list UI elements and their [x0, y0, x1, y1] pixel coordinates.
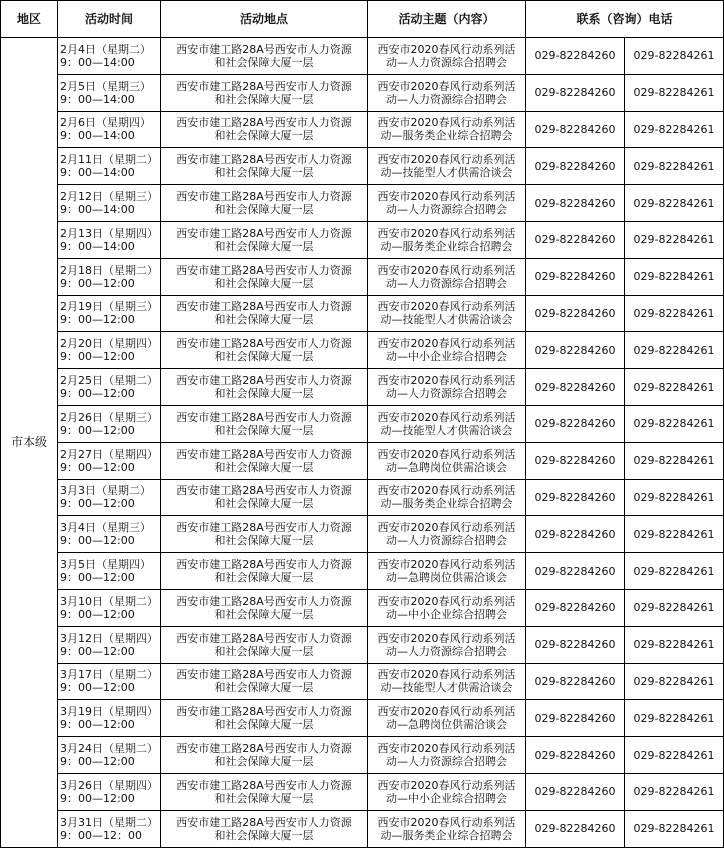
hours-text: 9：00—12：00: [60, 828, 142, 842]
phone-cell-2: 029-82284261: [625, 295, 724, 332]
phone-cell-2: 029-82284261: [625, 332, 724, 369]
date-text: 2月4日（星期二）: [60, 42, 151, 56]
hours-text: 9：00—12:00: [60, 387, 135, 401]
location-line-2: 和社会保障大厦一层: [214, 755, 314, 769]
theme-cell: [368, 369, 526, 406]
table-row: [1, 442, 724, 479]
time-cell: [58, 589, 161, 626]
header-time: 活动时间: [58, 1, 161, 38]
location-cell: [161, 700, 368, 737]
location-line-2: 和社会保障大厦一层: [214, 571, 314, 585]
phone-cell-1: 029-82284260: [526, 369, 625, 406]
time-cell: [58, 700, 161, 737]
date-text: 2月5日（星期三）: [60, 79, 151, 93]
location-cell: [161, 405, 368, 442]
location-line-2: 和社会保障大厦一层: [214, 129, 314, 143]
location-cell: [161, 38, 368, 75]
theme-cell: [368, 185, 526, 222]
hours-text: 9：00—12:00: [60, 313, 135, 327]
hours-text: 9：00—12:00: [60, 571, 135, 585]
time-cell: [58, 663, 161, 700]
theme-cell: [368, 258, 526, 295]
theme-cell: [368, 663, 526, 700]
theme-line-1: 西安市2020春风行动系列活: [377, 521, 516, 535]
table-row: [1, 553, 724, 590]
location-cell: [161, 626, 368, 663]
time-cell: [58, 74, 161, 111]
location-line-2: 和社会保障大厦一层: [214, 460, 314, 474]
theme-line-2: 动—人力资源综合招聘会: [386, 276, 507, 290]
phone-cell-2: 029-82284261: [625, 258, 724, 295]
location-line-2: 和社会保障大厦一层: [214, 350, 314, 364]
location-line-2: 和社会保障大厦一层: [214, 828, 314, 842]
theme-cell: [368, 516, 526, 553]
theme-line-2: 动—技能型人才供需洽谈会: [380, 166, 513, 180]
hours-text: 9：00—14:00: [60, 166, 135, 180]
theme-line-2: 动—服务类企业综合招聘会: [380, 239, 513, 253]
phone-cell-2: 029-82284261: [625, 553, 724, 590]
theme-line-2: 动—技能型人才供需洽谈会: [380, 681, 513, 695]
table-row: [1, 773, 724, 810]
date-text: 3月26日（星期四）: [60, 778, 158, 792]
phone-cell-2: 029-82284261: [625, 369, 724, 406]
theme-line-2: 动—人力资源综合招聘会: [386, 644, 507, 658]
time-cell: [58, 332, 161, 369]
theme-line-1: 西安市2020春风行动系列活: [377, 631, 516, 645]
location-cell: [161, 221, 368, 258]
location-line-1: 西安市建工路28A号西安市人力资源: [176, 815, 352, 829]
theme-line-1: 西安市2020春风行动系列活: [377, 705, 516, 719]
phone-cell-1: 029-82284260: [526, 700, 625, 737]
phone-cell-1: 029-82284260: [526, 221, 625, 258]
date-text: 2月25日（星期二）: [60, 374, 158, 388]
theme-line-1: 西安市2020春风行动系列活: [377, 410, 516, 424]
theme-line-2: 动—中小企业综合招聘会: [386, 791, 507, 805]
hours-text: 9：00—14:00: [60, 129, 135, 143]
location-line-2: 和社会保障大厦一层: [214, 607, 314, 621]
hours-text: 9：00—14:00: [60, 92, 135, 106]
location-line-2: 和社会保障大厦一层: [214, 313, 314, 327]
phone-cell-1: 029-82284260: [526, 332, 625, 369]
hours-text: 9：00—12:00: [60, 276, 135, 290]
table-body: [1, 38, 724, 848]
time-cell: [58, 516, 161, 553]
phone-cell-1: 029-82284260: [526, 553, 625, 590]
theme-line-2: 动—急聘岗位供需洽谈会: [386, 718, 507, 732]
hours-text: 9：00—12:00: [60, 681, 135, 695]
location-cell: [161, 258, 368, 295]
table-row: [1, 700, 724, 737]
time-cell: [58, 185, 161, 222]
location-cell: [161, 148, 368, 185]
theme-cell: [368, 479, 526, 516]
hours-text: 9：00—12:00: [60, 534, 135, 548]
theme-line-1: 西安市2020春风行动系列活: [377, 594, 516, 608]
location-cell: [161, 773, 368, 810]
theme-line-2: 动—服务类企业综合招聘会: [380, 828, 513, 842]
theme-line-1: 西安市2020春风行动系列活: [377, 668, 516, 682]
table-row: [1, 185, 724, 222]
phone-cell-2: 029-82284261: [625, 38, 724, 75]
time-cell: [58, 369, 161, 406]
location-line-1: 西安市建工路28A号西安市人力资源: [176, 705, 352, 719]
location-line-1: 西安市建工路28A号西安市人力资源: [176, 190, 352, 204]
table-row: [1, 663, 724, 700]
theme-line-1: 西安市2020春风行动系列活: [377, 337, 516, 351]
theme-line-2: 动—技能型人才供需洽谈会: [380, 423, 513, 437]
time-cell: [58, 773, 161, 810]
phone-cell-2: 029-82284261: [625, 405, 724, 442]
header-region: 地区: [1, 1, 58, 38]
theme-line-1: 西安市2020春风行动系列活: [377, 742, 516, 756]
phone-cell-2: 029-82284261: [625, 74, 724, 111]
phone-cell-1: 029-82284260: [526, 38, 625, 75]
location-line-2: 和社会保障大厦一层: [214, 791, 314, 805]
theme-line-2: 动—技能型人才供需洽谈会: [380, 313, 513, 327]
table-row: [1, 221, 724, 258]
hours-text: 9：00—12:00: [60, 791, 135, 805]
phone-cell-2: 029-82284261: [625, 185, 724, 222]
location-line-1: 西安市建工路28A号西安市人力资源: [176, 337, 352, 351]
table-row: [1, 111, 724, 148]
location-line-1: 西安市建工路28A号西安市人力资源: [176, 263, 352, 277]
table-row: [1, 74, 724, 111]
table-row: [1, 369, 724, 406]
theme-line-1: 西安市2020春风行动系列活: [377, 484, 516, 498]
theme-line-1: 西安市2020春风行动系列活: [377, 815, 516, 829]
header-location: 活动地点: [161, 1, 368, 38]
phone-cell-2: 029-82284261: [625, 700, 724, 737]
theme-line-1: 西安市2020春风行动系列活: [377, 190, 516, 204]
theme-cell: [368, 221, 526, 258]
time-cell: [58, 221, 161, 258]
date-text: 3月3日（星期二）: [60, 484, 151, 498]
location-cell: [161, 479, 368, 516]
theme-cell: [368, 773, 526, 810]
table-row: [1, 737, 724, 774]
location-line-1: 西安市建工路28A号西安市人力资源: [176, 558, 352, 572]
phone-cell-2: 029-82284261: [625, 737, 724, 774]
theme-cell: [368, 810, 526, 847]
location-cell: [161, 589, 368, 626]
hours-text: 9：00—12:00: [60, 644, 135, 658]
theme-cell: [368, 626, 526, 663]
table-row: [1, 810, 724, 847]
phone-cell-1: 029-82284260: [526, 516, 625, 553]
date-text: 2月6日（星期四）: [60, 116, 151, 130]
phone-cell-2: 029-82284261: [625, 148, 724, 185]
location-cell: [161, 553, 368, 590]
theme-line-2: 动—人力资源综合招聘会: [386, 755, 507, 769]
theme-line-2: 动—服务类企业综合招聘会: [380, 497, 513, 511]
phone-cell-1: 029-82284260: [526, 405, 625, 442]
date-text: 2月18日（星期二）: [60, 263, 158, 277]
location-cell: [161, 332, 368, 369]
theme-line-2: 动—中小企业综合招聘会: [386, 607, 507, 621]
location-line-2: 和社会保障大厦一层: [214, 203, 314, 217]
table-row: [1, 405, 724, 442]
location-cell: [161, 185, 368, 222]
phone-cell-2: 029-82284261: [625, 663, 724, 700]
date-text: 3月5日（星期四）: [60, 558, 151, 572]
phone-cell-2: 029-82284261: [625, 773, 724, 810]
location-cell: [161, 516, 368, 553]
phone-cell-2: 029-82284261: [625, 221, 724, 258]
theme-cell: [368, 442, 526, 479]
location-line-1: 西安市建工路28A号西安市人力资源: [176, 668, 352, 682]
location-line-1: 西安市建工路28A号西安市人力资源: [176, 521, 352, 535]
hours-text: 9：00—12:00: [60, 755, 135, 769]
time-cell: [58, 810, 161, 847]
location-line-1: 西安市建工路28A号西安市人力资源: [176, 631, 352, 645]
theme-line-2: 动—人力资源综合招聘会: [386, 55, 507, 69]
date-text: 2月13日（星期四）: [60, 226, 158, 240]
phone-cell-1: 029-82284260: [526, 479, 625, 516]
location-line-1: 西安市建工路28A号西安市人力资源: [176, 447, 352, 461]
phone-cell-2: 029-82284261: [625, 810, 724, 847]
location-cell: [161, 295, 368, 332]
theme-cell: [368, 700, 526, 737]
location-line-2: 和社会保障大厦一层: [214, 166, 314, 180]
phone-cell-2: 029-82284261: [625, 516, 724, 553]
theme-cell: [368, 74, 526, 111]
phone-cell-1: 029-82284260: [526, 295, 625, 332]
location-line-2: 和社会保障大厦一层: [214, 423, 314, 437]
theme-cell: [368, 332, 526, 369]
time-cell: [58, 111, 161, 148]
theme-cell: [368, 589, 526, 626]
phone-cell-1: 029-82284260: [526, 810, 625, 847]
location-line-1: 西安市建工路28A号西安市人力资源: [176, 300, 352, 314]
location-line-2: 和社会保障大厦一层: [214, 644, 314, 658]
theme-line-2: 动—中小企业综合招聘会: [386, 350, 507, 364]
date-text: 2月26日（星期三）: [60, 410, 158, 424]
time-cell: [58, 479, 161, 516]
date-text: 3月17日（星期二）: [60, 668, 158, 682]
table-row: [1, 148, 724, 185]
hours-text: 9：00—12:00: [60, 497, 135, 511]
date-text: 3月19日（星期四）: [60, 705, 158, 719]
location-line-2: 和社会保障大厦一层: [214, 55, 314, 69]
theme-line-1: 西安市2020春风行动系列活: [377, 374, 516, 388]
header-theme: 活动主题（内容）: [368, 1, 526, 38]
location-line-1: 西安市建工路28A号西安市人力资源: [176, 79, 352, 93]
phone-cell-2: 029-82284261: [625, 626, 724, 663]
phone-cell-2: 029-82284261: [625, 111, 724, 148]
hours-text: 9：00—12:00: [60, 607, 135, 621]
location-line-1: 西安市建工路28A号西安市人力资源: [176, 594, 352, 608]
theme-cell: [368, 737, 526, 774]
date-text: 2月12日（星期三）: [60, 190, 158, 204]
theme-cell: [368, 295, 526, 332]
location-line-1: 西安市建工路28A号西安市人力资源: [176, 116, 352, 130]
location-cell: [161, 663, 368, 700]
location-line-1: 西安市建工路28A号西安市人力资源: [176, 778, 352, 792]
theme-line-1: 西安市2020春风行动系列活: [377, 300, 516, 314]
phone-cell-2: 029-82284261: [625, 442, 724, 479]
hours-text: 9：00—14:00: [60, 55, 135, 69]
table-row: [1, 589, 724, 626]
location-line-2: 和社会保障大厦一层: [214, 534, 314, 548]
theme-line-1: 西安市2020春风行动系列活: [377, 558, 516, 572]
table-row: [1, 626, 724, 663]
theme-line-1: 西安市2020春风行动系列活: [377, 263, 516, 277]
phone-cell-1: 029-82284260: [526, 185, 625, 222]
location-line-1: 西安市建工路28A号西安市人力资源: [176, 742, 352, 756]
phone-cell-2: 029-82284261: [625, 589, 724, 626]
location-line-1: 西安市建工路28A号西安市人力资源: [176, 153, 352, 167]
phone-cell-1: 029-82284260: [526, 148, 625, 185]
theme-cell: [368, 38, 526, 75]
table-row: [1, 516, 724, 553]
time-cell: [58, 258, 161, 295]
phone-cell-2: 029-82284261: [625, 479, 724, 516]
theme-cell: [368, 405, 526, 442]
location-line-1: 西安市建工路28A号西安市人力资源: [176, 374, 352, 388]
date-text: 2月19日（星期三）: [60, 300, 158, 314]
date-text: 2月20日（星期四）: [60, 337, 158, 351]
theme-line-2: 动—急聘岗位供需洽谈会: [386, 571, 507, 585]
region-cell: 市本级: [1, 38, 58, 848]
theme-line-2: 动—人力资源综合招聘会: [386, 387, 507, 401]
theme-line-1: 西安市2020春风行动系列活: [377, 153, 516, 167]
phone-cell-1: 029-82284260: [526, 737, 625, 774]
location-cell: [161, 74, 368, 111]
theme-cell: [368, 148, 526, 185]
phone-cell-1: 029-82284260: [526, 663, 625, 700]
theme-line-2: 动—急聘岗位供需洽谈会: [386, 460, 507, 474]
theme-line-1: 西安市2020春风行动系列活: [377, 79, 516, 93]
time-cell: [58, 737, 161, 774]
theme-line-2: 动—人力资源综合招聘会: [386, 203, 507, 217]
location-cell: [161, 810, 368, 847]
location-line-1: 西安市建工路28A号西安市人力资源: [176, 410, 352, 424]
date-text: 3月4日（星期三）: [60, 521, 151, 535]
table-row: [1, 295, 724, 332]
date-text: 3月10日（星期二）: [60, 594, 158, 608]
table-row: [1, 258, 724, 295]
location-line-2: 和社会保障大厦一层: [214, 92, 314, 106]
time-cell: [58, 405, 161, 442]
time-cell: [58, 148, 161, 185]
theme-line-1: 西安市2020春风行动系列活: [377, 447, 516, 461]
header-contact: 联系（咨询）电话: [526, 1, 724, 38]
location-line-1: 西安市建工路28A号西安市人力资源: [176, 42, 352, 56]
hours-text: 9：00—12:00: [60, 423, 135, 437]
time-cell: [58, 442, 161, 479]
time-cell: [58, 626, 161, 663]
phone-cell-1: 029-82284260: [526, 589, 625, 626]
theme-line-1: 西安市2020春风行动系列活: [377, 778, 516, 792]
location-line-1: 西安市建工路28A号西安市人力资源: [176, 484, 352, 498]
location-line-2: 和社会保障大厦一层: [214, 718, 314, 732]
phone-cell-1: 029-82284260: [526, 626, 625, 663]
theme-line-1: 西安市2020春风行动系列活: [377, 226, 516, 240]
phone-cell-1: 029-82284260: [526, 74, 625, 111]
hours-text: 9：00—14:00: [60, 239, 135, 253]
theme-line-2: 动—人力资源综合招聘会: [386, 92, 507, 106]
location-line-1: 西安市建工路28A号西安市人力资源: [176, 226, 352, 240]
location-line-2: 和社会保障大厦一层: [214, 239, 314, 253]
phone-cell-1: 029-82284260: [526, 442, 625, 479]
location-cell: [161, 737, 368, 774]
phone-cell-1: 029-82284260: [526, 773, 625, 810]
hours-text: 9：00—12:00: [60, 718, 135, 732]
table-row: [1, 479, 724, 516]
location-line-2: 和社会保障大厦一层: [214, 497, 314, 511]
time-cell: [58, 38, 161, 75]
theme-line-1: 西安市2020春风行动系列活: [377, 116, 516, 130]
date-text: 2月11日（星期二）: [60, 153, 158, 167]
date-text: 3月31日（星期二）: [60, 815, 158, 829]
theme-cell: [368, 111, 526, 148]
time-cell: [58, 553, 161, 590]
table-row: [1, 332, 724, 369]
theme-cell: [368, 553, 526, 590]
theme-line-1: 西安市2020春风行动系列活: [377, 42, 516, 56]
phone-cell-1: 029-82284260: [526, 111, 625, 148]
hours-text: 9：00—12:00: [60, 350, 135, 364]
location-line-2: 和社会保障大厦一层: [214, 681, 314, 695]
theme-line-2: 动—服务类企业综合招聘会: [380, 129, 513, 143]
table-row: [1, 38, 724, 75]
date-text: 3月24日（星期二）: [60, 742, 158, 756]
date-text: 3月12日（星期四）: [60, 631, 158, 645]
hours-text: 9：00—14:00: [60, 203, 135, 217]
location-cell: [161, 111, 368, 148]
location-line-2: 和社会保障大厦一层: [214, 387, 314, 401]
location-line-2: 和社会保障大厦一层: [214, 276, 314, 290]
date-text: 2月27日（星期四）: [60, 447, 158, 461]
phone-cell-1: 029-82284260: [526, 258, 625, 295]
hours-text: 9：00—12:00: [60, 460, 135, 474]
location-cell: [161, 369, 368, 406]
theme-line-2: 动—人力资源综合招聘会: [386, 534, 507, 548]
table-header-row: [1, 1, 724, 38]
time-cell: [58, 295, 161, 332]
location-cell: [161, 442, 368, 479]
